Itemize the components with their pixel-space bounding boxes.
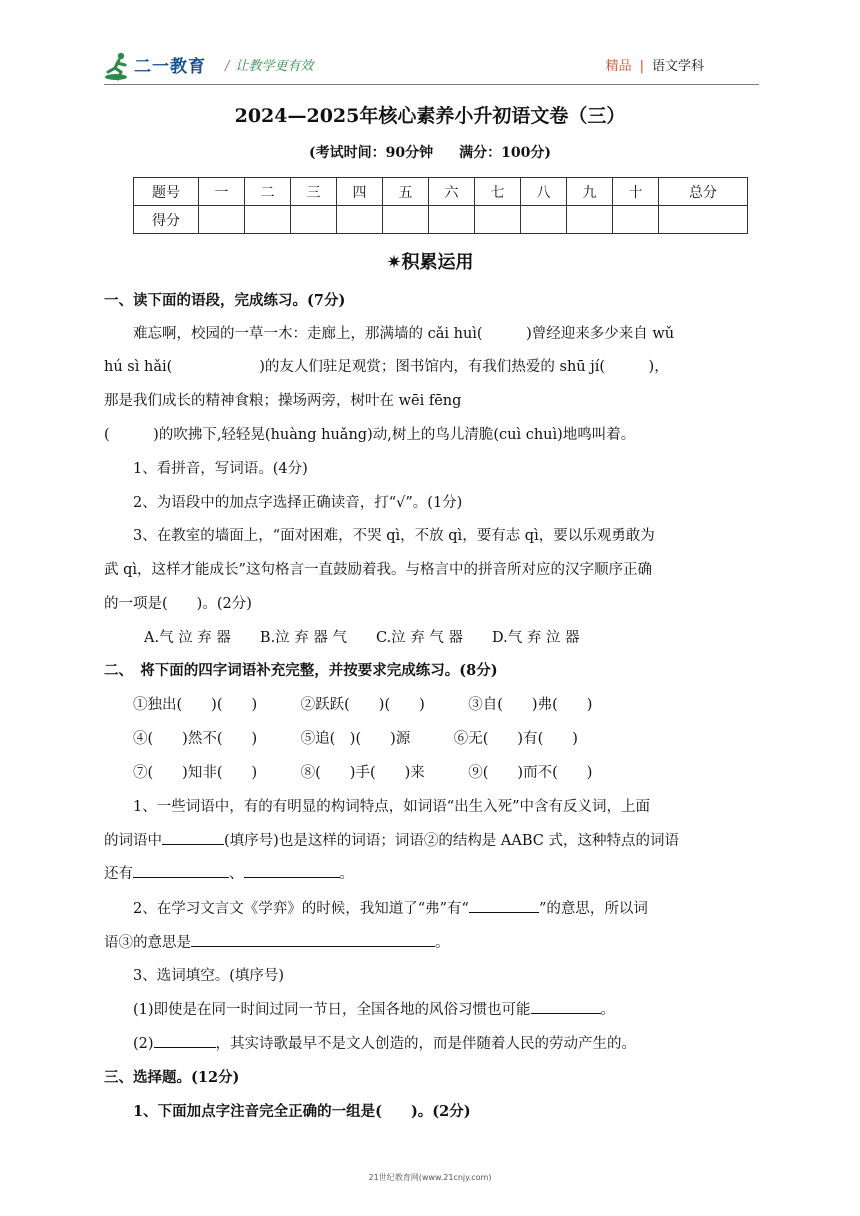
score-header-cell: 总分 xyxy=(659,178,748,206)
score-header-cell: 六 xyxy=(429,178,475,206)
sub-question: 1、一些词语中，有的有明显的构词特点，如词语“出生入死”中含有反义词，上面 xyxy=(133,799,651,815)
sub-question: 还有 、 。 xyxy=(104,862,764,883)
score-header-cell: 题号 xyxy=(134,178,199,206)
score-cell[interactable] xyxy=(567,206,613,234)
score-cell[interactable] xyxy=(429,206,475,234)
score-cell[interactable] xyxy=(659,206,748,234)
page-header xyxy=(104,46,759,86)
score-header-cell: 十 xyxy=(613,178,659,206)
score-table xyxy=(133,177,748,234)
score-cell[interactable] xyxy=(383,206,429,234)
score-header-cell: 八 xyxy=(521,178,567,206)
fill-blank[interactable] xyxy=(191,932,435,947)
logo-text: 二一教育 xyxy=(134,57,206,77)
question-2-title: 二、 将下面的四字词语补充完整，并按要求完成练习。(8分) xyxy=(104,662,498,679)
score-cell[interactable] xyxy=(245,206,291,234)
score-table-score-row xyxy=(134,206,748,234)
header-divider xyxy=(104,84,759,85)
score-cell[interactable] xyxy=(337,206,383,234)
sub-question: 语③的意思是 。 xyxy=(104,931,764,952)
quality-label: 精品 xyxy=(605,59,632,74)
idiom-row: ①独出( )( ) ②跃跃( )( ) ③自( )弗( ) xyxy=(133,697,593,713)
page-footer: 21世纪教育网(www.21cnjy.com) xyxy=(368,1173,492,1182)
idiom-row: ④( )然不( ) ⑤追( )( )源 ⑥无( )有( ) xyxy=(133,731,578,747)
fill-blank[interactable] xyxy=(469,898,539,913)
sub-question: 3、选词填空。(填序号) xyxy=(133,968,285,984)
section-title: ✷积累运用 xyxy=(386,252,474,273)
score-header-cell: 七 xyxy=(475,178,521,206)
sub-question: 的词语中 (填序号)也是这样的词语；词语②的结构是 AABC 式，这种特点的词语 xyxy=(104,829,764,850)
passage-line: 难忘啊，校园的一草一木：走廊上，那满墙的 cǎi huì( )曾经迎来多少来自 wǔ xyxy=(133,326,675,342)
score-table-header-row xyxy=(134,178,748,206)
score-header-cell: 三 xyxy=(291,178,337,206)
passage-line: ( )的吹拂下,轻轻晃(huàng huǎng)动,树上的鸟儿清脆(cuì chuì)地鸣叫着。 xyxy=(104,427,636,443)
exam-score: 满分：100分) xyxy=(459,145,551,161)
score-cell[interactable] xyxy=(475,206,521,234)
sub-question: 的一项是( )。(2分) xyxy=(104,596,252,612)
fill-blank[interactable] xyxy=(162,830,224,845)
sub-question: 1、下面加点字注音完全正确的一组是( )。(2分) xyxy=(133,1103,471,1120)
score-header-cell: 九 xyxy=(567,178,613,206)
passage-line: 那是我们成长的精神食粮；操场两旁，树叶在 wēi fēng xyxy=(104,393,462,409)
sub-question: (2) ，其实诗歌最早不是文人创造的，而是伴随着人民的劳动产生的。 xyxy=(133,1032,764,1053)
score-header-cell: 五 xyxy=(383,178,429,206)
question-1-title: 一、读下面的语段，完成练习。(7分) xyxy=(104,292,346,309)
score-header-cell: 二 xyxy=(245,178,291,206)
score-header-cell: 四 xyxy=(337,178,383,206)
sub-question: 1、看拼音，写词语。(4分) xyxy=(133,461,308,477)
sub-question: (1)即使是在同一时间过同一节日，全国各地的风俗习惯也可能 。 xyxy=(133,998,764,1019)
subject-label: 语文学科 xyxy=(651,59,704,74)
slogan: / 让教学更有效 xyxy=(225,59,314,74)
header-right: 精品 | 语文学科 xyxy=(605,59,704,74)
score-header-cell: 一 xyxy=(199,178,245,206)
fill-blank[interactable] xyxy=(154,1033,216,1048)
fill-blank[interactable] xyxy=(133,863,229,878)
sub-question: 3、在教室的墙面上，“面对困难，不哭 qì，不放 qì，要有志 qì，要以乐观勇敢为 xyxy=(133,528,655,544)
sub-question: 武 qì，这样才能成长”这句格言一直鼓励着我。与格言中的拼音所对应的汉字顺序正确 xyxy=(104,562,652,578)
passage-line: hú sì hǎi( )的友人们驻足观赏；图书馆内，有我们热爱的 shū jí( )， xyxy=(104,359,669,375)
score-cell[interactable] xyxy=(199,206,245,234)
score-cell[interactable] xyxy=(291,206,337,234)
answer-options: A.气 泣 弃 器 B.泣 弃 器 气 C.泣 弃 气 器 D.气 弃 泣 器 xyxy=(144,630,580,646)
fill-blank[interactable] xyxy=(531,999,601,1014)
fill-blank[interactable] xyxy=(244,863,340,878)
question-3-title: 三、选择题。(12分) xyxy=(104,1069,240,1086)
score-cell[interactable] xyxy=(613,206,659,234)
score-cell[interactable] xyxy=(521,206,567,234)
idiom-row: ⑦( )知非( ) ⑧( )手( )来 ⑨( )而不( ) xyxy=(133,765,593,781)
exam-title: 2024—2025年核心素养小升初语文卷（三） xyxy=(234,105,626,127)
score-row-label: 得分 xyxy=(134,206,199,234)
sub-question: 2、在学习文言文《学弈》的时候，我知道了“弗”有“ ”的意思，所以词 xyxy=(133,897,764,918)
sub-question: 2、为语段中的加点字选择正确读音，打“√”。(1分) xyxy=(133,495,463,511)
exam-info xyxy=(0,142,860,162)
exam-time: (考试时间：90分钟 xyxy=(309,145,434,161)
